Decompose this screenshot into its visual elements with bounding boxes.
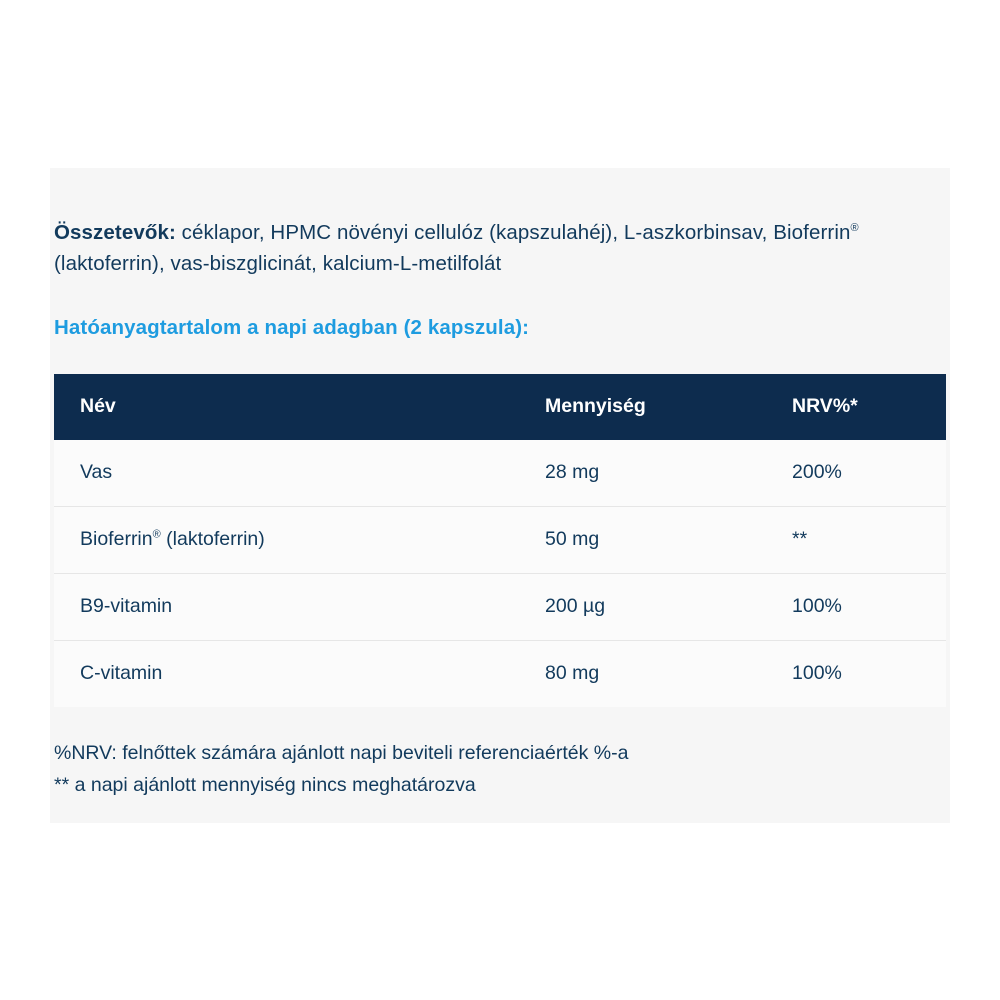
ingredients-text-part1: céklapor, HPMC növényi cellulóz (kapszulahéj), L-aszkorbinsav, Bioferrin xyxy=(175,220,851,244)
content-wrapper xyxy=(54,168,946,832)
nutrition-table xyxy=(54,374,946,707)
cell-amount: 80 mg xyxy=(545,641,792,708)
table-row xyxy=(54,507,946,574)
cell-name xyxy=(54,641,545,708)
cell-name xyxy=(54,574,545,641)
nutrition-table-body xyxy=(54,440,946,707)
ingredients-text-part2: (laktoferrin), vas-biszglicinát, kalcium-L-metilfolát xyxy=(54,252,502,276)
column-header-amount: Mennyiség xyxy=(545,374,792,440)
footnote-nrv: %NRV: felnőttek számára ajánlott napi beviteli referenciaérték %-a xyxy=(54,742,629,765)
footnote-asterisk: ** a napi ajánlott mennyiség nincs meghatározva xyxy=(54,774,476,797)
nutrition-table-head xyxy=(54,374,946,440)
cell-name-suffix: (laktoferrin) xyxy=(160,528,265,551)
cell-nrv: 200% xyxy=(792,440,946,507)
table-row xyxy=(54,574,946,641)
cell-nrv: 100% xyxy=(792,641,946,708)
cell-name-text: B9-vitamin xyxy=(80,595,173,618)
cell-name xyxy=(54,440,545,507)
cell-amount: 28 mg xyxy=(545,440,792,507)
cell-name-text: Vas xyxy=(80,461,113,484)
column-header-name: Név xyxy=(54,374,545,440)
cell-name-text: C-vitamin xyxy=(80,662,163,685)
footnotes xyxy=(54,738,946,831)
cell-amount: 50 mg xyxy=(545,507,792,574)
table-row xyxy=(54,641,946,708)
registered-trademark-icon: ® xyxy=(152,528,161,541)
column-header-nrv: NRV%* xyxy=(792,374,946,440)
ingredients-paragraph xyxy=(54,189,946,281)
registered-trademark-icon: ® xyxy=(850,221,859,234)
table-row xyxy=(54,440,946,507)
ingredients-label: Összetevők: xyxy=(54,220,176,244)
cell-name-text: Bioferrin xyxy=(80,528,153,551)
cell-nrv: ** xyxy=(792,507,946,574)
cell-amount: 200 µg xyxy=(545,574,792,641)
table-header-row xyxy=(54,374,946,440)
cell-nrv: 100% xyxy=(792,574,946,641)
active-ingredients-subtitle: Hatóanyagtartalom a napi adagban (2 kapszula): xyxy=(54,316,530,340)
cell-name xyxy=(54,507,545,574)
